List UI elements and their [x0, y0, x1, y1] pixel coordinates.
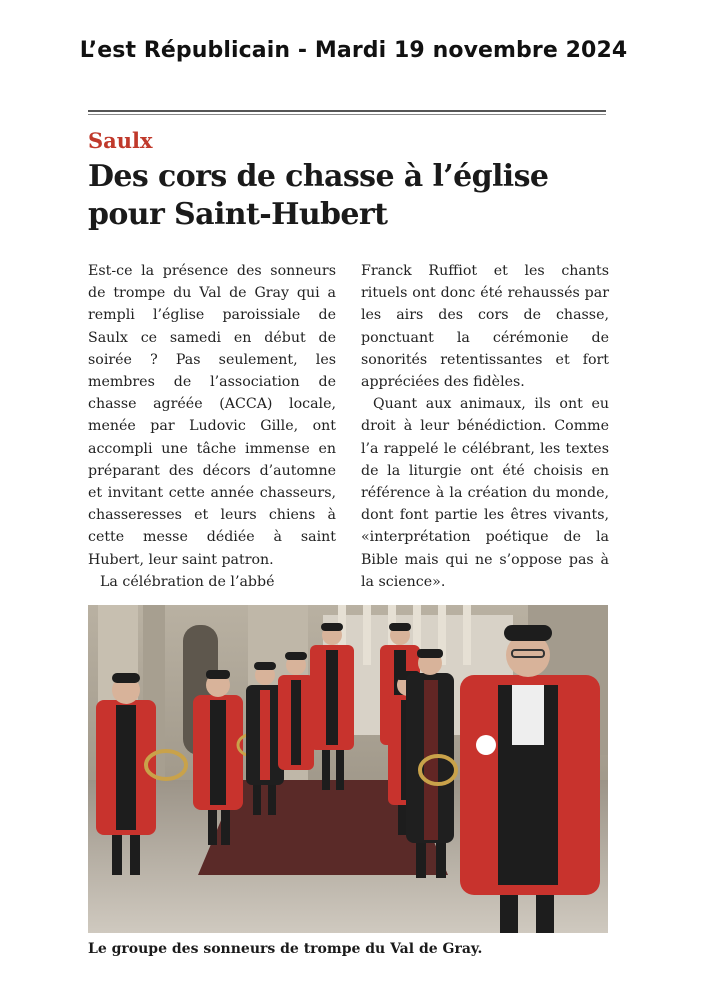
- headline-line-1: Des cors de chasse à l’église: [88, 159, 549, 194]
- headline-line-2: pour Saint-Hubert: [88, 197, 388, 232]
- photo-caption: Le groupe des sonneurs de trompe du Val de Gray.: [88, 941, 483, 957]
- paragraph: Est-ce la présence des sonneurs de trompe du Val de Gray qui a rempli l’église paroissiale de Saulx ce samedi en début de soirée ? Pas seulement, les membres de l’association de chasse agréée (ACCA) locale, menée par Ludovic Gille, ont accompli une tâche immense en préparant des décors d’automne et invitant cette année chasseurs, chasseresses et leurs chiens à cette messe dédiée à saint Hubert, leur saint patron.: [88, 263, 336, 568]
- photo-illustration: [88, 605, 608, 933]
- article-column-1: [88, 260, 336, 593]
- paragraph: Franck Ruffiot et les chants rituels ont donc été rehaussés par les airs des cors de chasse, ponctuant la cérémonie de sonorités retentissantes et fort appréciées des fidèles.: [361, 263, 609, 391]
- paragraph: La célébration de l’abbé: [100, 573, 275, 590]
- rubric-label: Saulx: [88, 128, 153, 153]
- article-photo: [88, 605, 608, 933]
- newspaper-source-line: L’est Républicain - Mardi 19 novembre 2024: [79, 38, 628, 63]
- headline: [88, 158, 608, 234]
- article-column-2: [361, 260, 609, 593]
- top-rule: [88, 110, 606, 112]
- top-rule-thin: [88, 114, 606, 115]
- paragraph: Quant aux animaux, ils ont eu droit à leur bénédiction. Comme l’a rappelé le célébrant, les textes de la liturgie ont été choisis en référence à la création du monde, dont font partie les êtres vivants, «interprétation poétique de la Bible mais qui ne s’oppose pas à la science».: [361, 396, 609, 590]
